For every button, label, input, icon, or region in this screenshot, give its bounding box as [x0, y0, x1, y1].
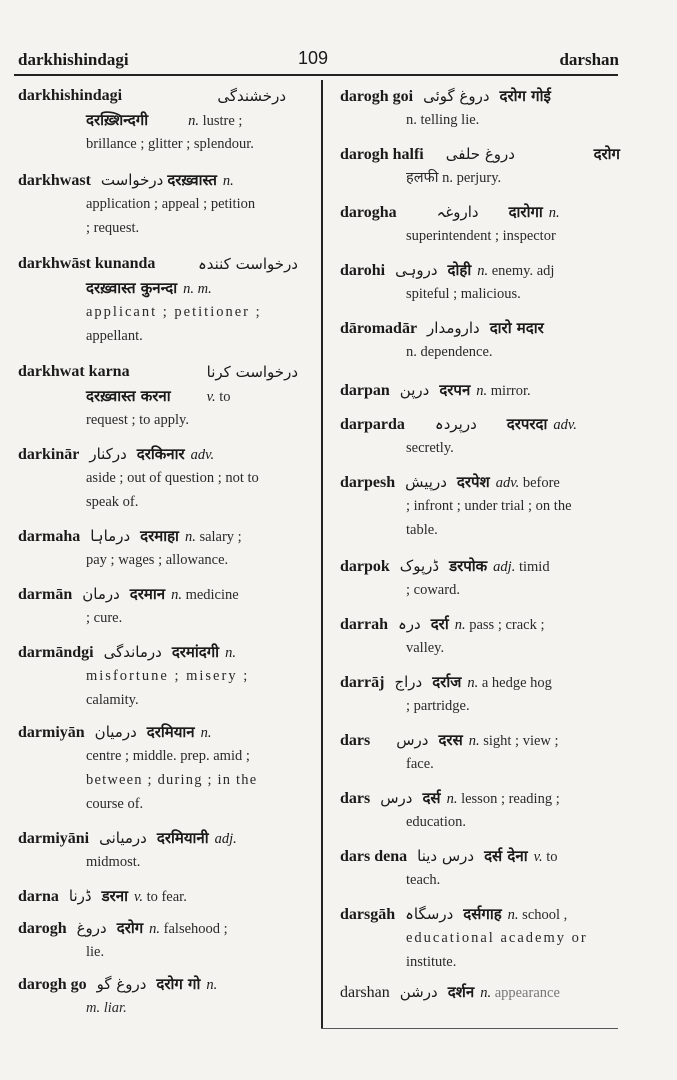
- dictionary-entry: [18, 252, 304, 348]
- part-of-speech: v.: [533, 849, 543, 865]
- urdu-form: درخواست کرنا: [206, 363, 298, 381]
- urdu-form: درہ: [398, 615, 421, 633]
- definition: timid: [518, 559, 550, 575]
- definition: before: [522, 475, 560, 491]
- headword: darmāndgi: [18, 644, 94, 661]
- devanagari-form: दरोग गो: [156, 975, 201, 993]
- headword: darogha: [340, 204, 397, 221]
- urdu-form: دارومدار: [427, 319, 480, 337]
- devanagari-form: दरपन: [439, 381, 471, 399]
- dictionary-entry: [340, 670, 620, 718]
- part-of-speech: n.: [477, 263, 489, 279]
- headword: darrāj: [340, 674, 385, 691]
- definition-line: application ; appeal ; petition: [86, 196, 256, 212]
- headword: darsgāh: [340, 906, 396, 923]
- dictionary-entry: [340, 554, 620, 602]
- urdu-form: دروہی: [395, 261, 438, 279]
- urdu-form: درکنار: [89, 445, 127, 463]
- devanagari-form: दर्स: [422, 789, 441, 807]
- urdu-form: ڈرنا: [68, 887, 92, 905]
- devanagari-form: दर्स देना: [484, 847, 528, 865]
- devanagari-form: दर्रा: [430, 615, 449, 633]
- definition-line: centre ; middle. prep. amid ;: [86, 748, 250, 764]
- dictionary-entry: [340, 470, 620, 542]
- definition-line: misfortune ; misery ;: [86, 668, 250, 684]
- definition-line: ; coward.: [406, 582, 460, 598]
- definition-line: ; infront ; under trial ; on the: [406, 498, 572, 514]
- headword: darmiyāni: [18, 830, 90, 847]
- definition: to: [546, 849, 558, 865]
- devanagari-form: डरपोक: [449, 557, 488, 575]
- headword: darrah: [340, 616, 388, 633]
- devanagari-form: दोही: [447, 261, 472, 279]
- dictionary-entry: [340, 258, 620, 306]
- definition: falsehood ;: [163, 921, 228, 937]
- devanagari-form: दरमान: [129, 585, 166, 603]
- definition-line: institute.: [406, 954, 457, 970]
- headword: darmaha: [18, 528, 81, 545]
- bottom-rule: [321, 1028, 618, 1029]
- dictionary-entry: [340, 378, 620, 402]
- definition-line: midmost.: [86, 854, 141, 870]
- part-of-speech: adv.: [553, 417, 577, 433]
- definition: sight ; view ;: [483, 733, 559, 749]
- dictionary-entry: [340, 316, 620, 364]
- definition-line: course of.: [86, 796, 144, 812]
- urdu-form: درخشندگی: [217, 87, 286, 105]
- header-rule: [14, 74, 618, 76]
- urdu-form: دروغ گو: [96, 975, 147, 993]
- urdu-form: درماندگی: [103, 643, 162, 661]
- definition: enemy. adj: [491, 263, 555, 279]
- dictionary-entry: [18, 972, 304, 1020]
- urdu-form: درسگاہ: [405, 905, 454, 923]
- headword: darkhwāst kunanda: [18, 255, 156, 272]
- headword: darkinār: [18, 446, 80, 463]
- devanagari-form: दरपेश: [456, 473, 490, 491]
- dictionary-entry: [18, 720, 304, 816]
- dictionary-entry: [340, 844, 620, 892]
- headword: darmiyān: [18, 724, 85, 741]
- urdu-form: دروغ گوئی: [423, 87, 490, 105]
- devanagari-form: दरपरदा: [506, 415, 548, 433]
- column-divider: [321, 80, 323, 1028]
- devanagari-form: दरस: [438, 731, 463, 749]
- urdu-form: درپن: [399, 381, 430, 399]
- part-of-speech: n.: [507, 907, 519, 923]
- devanagari-form: दर्राज: [432, 673, 462, 691]
- page-number: 109: [298, 48, 329, 68]
- definition-line: request ; to apply.: [86, 412, 189, 428]
- definition-line: spiteful ; malicious.: [406, 286, 521, 302]
- part-of-speech: n.: [149, 921, 161, 937]
- dictionary-entry: [340, 980, 620, 1004]
- dictionary-entry: [340, 412, 620, 460]
- headword: dars dena: [340, 848, 408, 865]
- definition-line: m. liar.: [86, 1000, 127, 1016]
- urdu-form: درشن: [399, 983, 438, 1001]
- part-of-speech: n. m.: [183, 281, 212, 297]
- part-of-speech: n.: [446, 791, 458, 807]
- dictionary-entry: [340, 84, 620, 132]
- definition-line: ; request.: [86, 220, 140, 236]
- devanagari-form: डरना: [101, 887, 128, 905]
- part-of-speech: adj.: [214, 831, 237, 847]
- urdu-form: دروغ: [76, 919, 107, 937]
- devanagari-form: दारो मदार: [489, 319, 544, 337]
- headword: darogh goi: [340, 88, 414, 105]
- devanagari-form: दरख़्वास्त कुनन्दा: [86, 279, 178, 297]
- dictionary-entry: [340, 612, 620, 660]
- definition-line: valley.: [406, 640, 445, 656]
- dictionary-entry: [18, 84, 304, 156]
- definition-line: calamity.: [86, 692, 139, 708]
- part-of-speech: adv.: [190, 447, 215, 463]
- urdu-form: درخواست کنندہ: [197, 255, 298, 273]
- urdu-form: درخواست: [100, 171, 164, 189]
- part-of-speech: n.: [454, 617, 466, 633]
- devanagari-form: दरख़्शिन्दगी: [86, 111, 149, 129]
- devanagari-form: दरमियानी: [156, 829, 209, 847]
- dictionary-entry: [340, 200, 620, 248]
- dictionary-entry: [18, 360, 304, 432]
- headword: dāromadār: [340, 320, 418, 337]
- definition: a hedge hog: [481, 675, 552, 691]
- headword: darmān: [18, 586, 73, 603]
- devanagari-form: दारोगा: [508, 203, 543, 221]
- headword: darogh go: [18, 976, 87, 993]
- devanagari-form: दरख़्वास्त: [167, 171, 217, 189]
- devanagari-form: दरोग: [593, 145, 620, 163]
- definition: lesson ; reading ;: [461, 791, 560, 807]
- urdu-form: درس: [380, 789, 413, 807]
- part-of-speech: adv.: [495, 475, 520, 491]
- part-of-speech: n.: [476, 383, 488, 399]
- headword: darkhwat karna: [18, 363, 130, 380]
- urdu-form: درمان: [82, 585, 120, 603]
- definition-line: face.: [406, 756, 434, 772]
- dictionary-entry: [18, 168, 304, 240]
- running-head-right: darshan: [559, 50, 619, 69]
- headword: darohi: [340, 262, 386, 279]
- definition-line: applicant ; petitioner ;: [86, 304, 262, 320]
- definition-line: n. dependence.: [406, 344, 493, 360]
- definition: mirror.: [490, 383, 531, 399]
- devanagari-form: दरमाहा: [140, 527, 179, 545]
- devanagari-form: दर्सगाह: [463, 905, 502, 923]
- dictionary-entry: [18, 582, 304, 630]
- dictionary-entry: [340, 728, 620, 776]
- urdu-form: درماہا: [90, 527, 131, 545]
- definition-line: educational academy or: [406, 930, 588, 946]
- urdu-form: درمیان: [94, 723, 137, 741]
- dictionary-entry: [340, 902, 620, 974]
- dictionary-entry: [18, 826, 304, 874]
- definition-line: teach.: [406, 872, 441, 888]
- part-of-speech: adj.: [493, 559, 516, 575]
- definition-line: table.: [406, 522, 438, 538]
- definition: lustre ;: [202, 113, 243, 129]
- part-of-speech: n.: [548, 205, 560, 221]
- definition: appearance: [494, 985, 560, 1001]
- headword: darogh: [18, 920, 67, 937]
- part-of-speech: n.: [188, 113, 199, 129]
- urdu-form: دراج: [394, 673, 423, 691]
- dictionary-entry: [18, 884, 304, 908]
- definition: to fear.: [146, 889, 187, 905]
- devanagari-form: दरकिनार: [136, 445, 185, 463]
- definition-line: pay ; wages ; allowance.: [86, 552, 229, 568]
- part-of-speech: n.: [480, 985, 492, 1001]
- urdu-form: درمیانی: [99, 829, 147, 847]
- definition-line: ; cure.: [86, 610, 123, 626]
- headword: dars: [340, 732, 371, 749]
- headword: darkhishindagi: [18, 87, 123, 104]
- urdu-form: درپیش: [405, 473, 447, 491]
- definition-line: brillance ; glitter ; splendour.: [86, 136, 254, 152]
- definition-line: superintendent ; inspector: [406, 228, 556, 244]
- headword: darkhwast: [18, 172, 91, 189]
- definition-line: lie.: [86, 944, 105, 960]
- definition-line: secretly.: [406, 440, 454, 456]
- dictionary-entry: [340, 786, 620, 834]
- devanagari-form: दरोग गोई: [499, 87, 551, 105]
- part-of-speech: n.: [184, 529, 196, 545]
- urdu-form: درپردہ: [434, 415, 477, 433]
- part-of-speech: n.: [468, 733, 480, 749]
- urdu-form: درس: [396, 731, 429, 749]
- devanagari-form: दरमांदगी: [171, 643, 220, 661]
- headword: darpok: [340, 558, 390, 575]
- definition-line: speak of.: [86, 494, 139, 510]
- urdu-form: دروغ حلفی: [445, 145, 515, 163]
- definition-line: between ; during ; in the: [86, 772, 258, 788]
- part-of-speech: v.: [133, 889, 143, 905]
- definition-line: n. telling lie.: [406, 112, 480, 128]
- dictionary-entry: [18, 524, 304, 572]
- definition-line: appellant.: [86, 328, 143, 344]
- dictionary-entry: [18, 916, 304, 964]
- dictionary-entry: [340, 142, 620, 190]
- part-of-speech: n.: [467, 675, 479, 691]
- definition: to: [219, 389, 231, 405]
- definition: salary ;: [199, 529, 242, 545]
- dictionary-entry: [18, 640, 304, 712]
- definition: school ,: [522, 907, 568, 923]
- devanagari-form: दरोग: [116, 919, 144, 937]
- headword: darogh halfi: [340, 146, 424, 163]
- definition: medicine: [185, 587, 239, 603]
- definition-line: ; partridge.: [406, 698, 470, 714]
- headword: darparda: [340, 416, 405, 433]
- definition-line: aside ; out of question ; not to: [86, 470, 259, 486]
- part-of-speech: n.: [171, 587, 182, 603]
- headword: darpesh: [340, 474, 396, 491]
- headword: darpan: [340, 382, 390, 399]
- urdu-form: ڈرپوک: [399, 557, 440, 575]
- definition-line: education.: [406, 814, 466, 830]
- devanagari-form: दरमियान: [146, 723, 195, 741]
- page-header: [0, 0, 677, 80]
- definition-line: हलफी n. perjury.: [406, 170, 502, 186]
- part-of-speech: n.: [222, 173, 234, 189]
- part-of-speech: n.: [225, 645, 236, 661]
- headword: darna: [18, 888, 59, 905]
- part-of-speech: n.: [206, 977, 218, 993]
- devanagari-form: दरख़्वास्त करना: [86, 387, 171, 405]
- part-of-speech: n.: [200, 725, 212, 741]
- headword: dars: [340, 790, 371, 807]
- headword: darshan: [340, 984, 390, 1001]
- part-of-speech: v.: [206, 389, 216, 405]
- urdu-form: درس دینا: [417, 847, 475, 865]
- urdu-form: داروغہ: [436, 203, 479, 221]
- devanagari-form: दर्शन: [447, 983, 475, 1001]
- definition: pass ; crack ;: [469, 617, 545, 633]
- dictionary-entry: [18, 442, 304, 514]
- running-head-left: darkhishindagi: [18, 50, 129, 69]
